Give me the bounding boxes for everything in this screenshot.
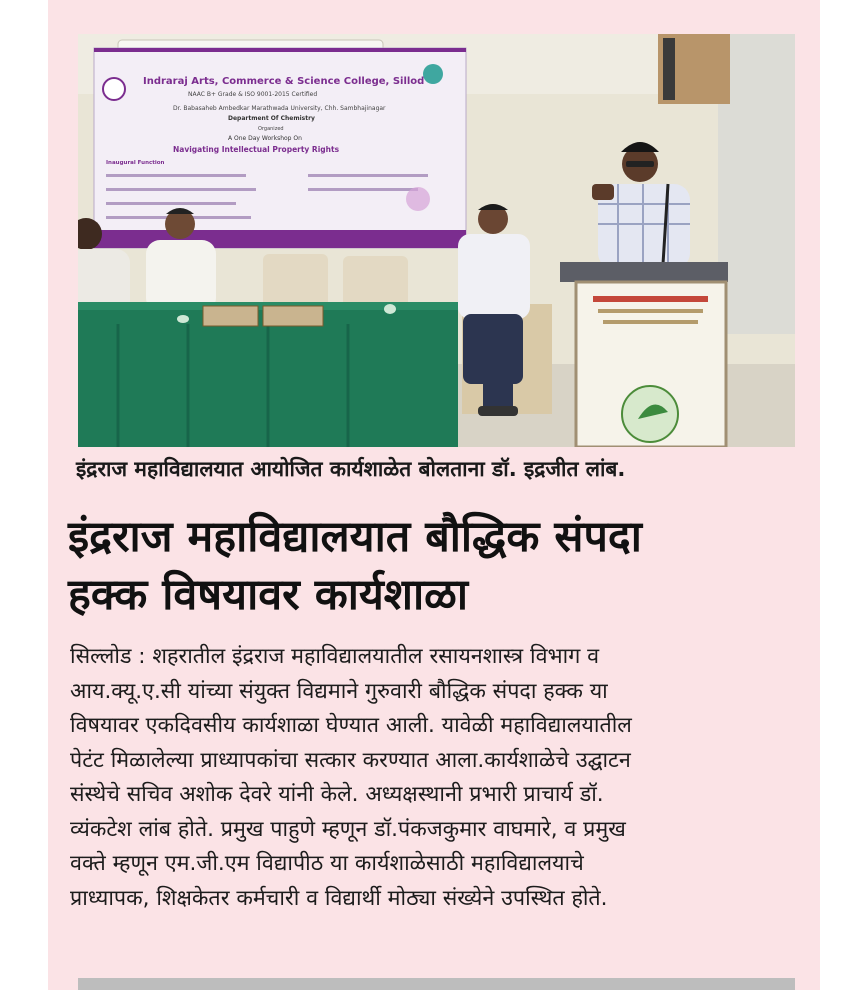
banner-workshop: A One Day Workshop On bbox=[228, 135, 302, 142]
banner-university: Dr. Babasaheb Ambedkar Marathwada University, Chh. Sambhajinagar bbox=[173, 105, 386, 112]
next-photo-cut-off bbox=[78, 978, 795, 990]
banner-college-name: Indraraj Arts, Commerce & Science College, Sillod bbox=[143, 76, 425, 87]
article-line: व्यंकटेश लांब होते. प्रमुख पाहुणे म्हणून डॉ.पंकजकुमार वाघमारे, व प्रमुख bbox=[70, 816, 626, 842]
event-banner bbox=[94, 48, 466, 248]
article-line: प्राध्यापक, शिक्षकेतर कर्मचारी व विद्यार्थी मोठ्या संख्येने उपस्थित होते. bbox=[70, 885, 608, 911]
right-margin bbox=[820, 0, 844, 990]
article-line: संस्थेचे सचिव अशोक देवरे यांनी केले. अध्यक्षस्थानी प्रभारी प्राचार्य डॉ. bbox=[70, 782, 604, 807]
article-headline bbox=[68, 508, 808, 624]
article-line: आय.क्यू.ए.सी यांच्या संयुक्त विद्यमाने गुरुवारी बौद्धिक संपदा हक्क या bbox=[70, 678, 608, 704]
headline-line-1: इंद्रराज महाविद्यालयात बौद्धिक संपदा bbox=[68, 512, 642, 562]
article-line: वक्ते म्हणून एम.जी.एम विद्यापीठ या कार्यशाळेसाठी महाविद्यालयाचे bbox=[70, 851, 584, 876]
article-body bbox=[70, 640, 810, 916]
banner-topic: Navigating Intellectual Property Rights bbox=[173, 145, 340, 154]
article-line: पेटंट मिळालेल्या प्राध्यापकांचा सत्कार करण्यात आला.कार्यशाळेचे उद्घाटन bbox=[70, 747, 631, 773]
article-line: विषयावर एकदिवसीय कार्यशाळा घेण्यात आली. यावेळी महाविद्यालयातील bbox=[70, 713, 632, 738]
left-margin bbox=[0, 0, 48, 990]
podium bbox=[560, 262, 728, 447]
event-photo bbox=[78, 34, 795, 447]
banner-naac: NAAC B+ Grade & ISO 9001-2015 Certified bbox=[188, 91, 318, 98]
newspaper-clipping bbox=[48, 0, 820, 990]
article-line: सिल्लोड : शहरातील इंद्रराज महाविद्यालयातील रसायनशास्त्र विभाग व bbox=[70, 644, 600, 669]
banner-organized: Organized bbox=[258, 126, 284, 132]
headline-line-2: हक्क विषयावर कार्यशाळा bbox=[68, 570, 468, 620]
green-table bbox=[78, 302, 458, 447]
banner-inaugural: Inaugural Function bbox=[106, 160, 165, 166]
banner-department: Department Of Chemistry bbox=[228, 115, 315, 122]
photo-caption: इंद्रराज महाविद्यालयात आयोजित कार्यशाळेत बोलताना डॉ. इद्रजीत लांब. bbox=[76, 457, 626, 481]
previous-article-cut-off bbox=[70, 0, 790, 6]
